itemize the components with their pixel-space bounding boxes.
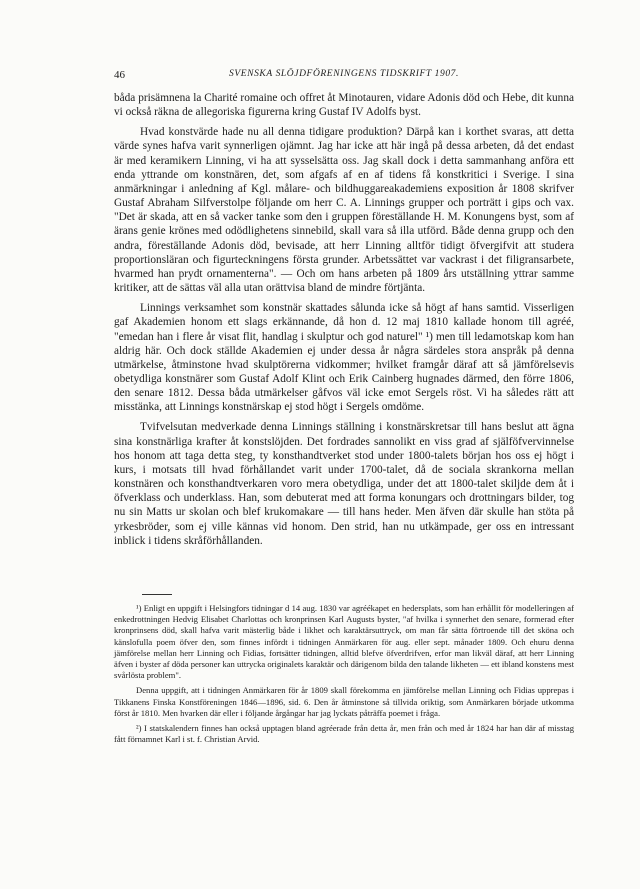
page-number: 46 [114, 69, 125, 81]
page-header [114, 69, 574, 83]
footnote: Denna uppgift, att i tidningen Anmärkaren för år 1809 skall förekomma en jämförelse mellan Linning och Fidias upprepas i Tikkanens Finska Konstföreningen 1846—1896, sid. 6. Den år åtminstone så tillvida oriktig, som Anmärkaren började utkomma först år 1810. Men hvarken där eller i följande årgångar har jag lyckats påträffa poemet i fråga. [114, 685, 574, 718]
footnote: ¹) Enligt en uppgift i Helsingfors tidningar d 14 aug. 1830 var agréékapet en hedersplats, som han erhållit för modelleringen af enkedrottningen Hedvig Elisabet Charlottas och kronprinsen Karl Augusts byster, "af hvilka i synnerhet den senare, formerad efter kronprinsens död, skall hafva varit mästerlig både i likhet och karaktärsuttryck, om man får sätta förtroende till det sköna och känslofulla poem öfver den, som finnes infördt i tidningen Anmärkaren för aug. eller sept. månader 1809. Och ehuru denna jämförelse mellan herr Linning och Fidias, fortsätter tidningen, alltid blefve öfverdrifven, erfor man likväl däraf, att herr Linning äfven i byster af döda personer kan uttrycka originalets karaktär och därigenom bilda den talande likheten — ett ibland konstens mest svårlösta problem". [114, 603, 574, 681]
body-text [114, 91, 574, 554]
footnote-divider [142, 594, 172, 595]
paragraph: Hvad konstvärde hade nu all denna tidigare produktion? Därpå kan i korthet svaras, att detta värde synes hafva varit synnerligen ojämnt. Jag har icke att här ingå på dessa arbeten, då det endast är med keramikern Linning, vi ha att sysselsätta oss. Jag skall dock i detta sammanhang anföra ett enda yttrande om konstnären, det, som afgafs af en af tidens få konstkritici i Sverige. I sina anmärkningar i anledning af Kgl. målare- och bildhuggareakademiens exposition år 1808 skrifver Gustaf Abraham Silfverstolpe följande om herr C. A. Linnings grupper och porträtt i gips och vax. "Det är skada, att en så vacker tanke som den i gruppen föreställande H. M. Konungens byst, som af ärans genie krönes med odödlighetens sinnebild, skall vara så illa utförd. Både denna grupp och den andra, föreställande Adonis död, bevisade, att herr Linning alltför tidigt öfvergifvit att studera proportionsläran och figurteckningens första grunder. Arbetssättet var vackrast i det filigransarbete, hvarmed han prydt ornamenterna". — Och om hans arbeten på 1809 års utställning yttrar samme kritiker, att de sättas väl alla utan orättvisa bland de mindre förtjänta. [114, 126, 574, 295]
paragraph: Linnings verksamhet som konstnär skattades sålunda icke så högt af hans samtid. Visserligen gaf Akademien honom ett slags erkännande, då hon d. 12 maj 1810 kallade honom till agréé, "emedan han i flere år visat flit, handlag i skulptur och god naturel" ¹) men till ledamotskap kom han aldrig här. Och dock ställde Akademien ej under dessa år några särdeles stora anspråk på denna utmärkelse, åtminstone hvad skulptörerna vidkommer; hvilket framgår däraf att så jämförelsevis obetydliga konstnärer som Gustaf Adolf Klint och Erik Cainberg hugnades därmed, den förre 1806, den senare 1812. Dessa båda utmärkelser gåfvos väl icke emot Sergels röst. Vi ha således rätt att misstänka, att Linnings konstnärskap ej stod högt i Sergels omdöme. [114, 302, 574, 414]
footnote: ²) I statskalendern finnes han också upptagen bland agréerade från detta år, men från och med år 1824 har han där af misstag fått förnamnet Karl i st. f. Christian Arvid. [114, 723, 574, 745]
running-title: SVENSKA SLÖJDFÖRENINGENS TIDSKRIFT 1907. [228, 69, 459, 79]
paragraph: Tvifvelsutan medverkade denna Linnings ställning i konstnärskretsar till hans beslut att ägna sina konstnärliga krafter åt konstslöjden. Det fordrades sannolikt en viss grad af själföfvervinnelse hos honom att taga detta steg, ty konsthandtverket stod under 1800-talets början hos oss ej högt i kurs, i motsats till hvad förhållandet varit under 1700-talet, då de sociala skrankorna mellan konstnären och konsthandtverkaren voro mera obetydliga, under det att 1800-talet skiljde dem åt i öfverklass och underklass. Han, som debuterat med att forma konungars och drottningars bilder, tog nu sin Matts ur skolan och blef krukomakare — till hans heder. Men äfven där skulle han stöta på yrkesbröder, som ej ville kännas vid honom. Den strid, han nu utkämpade, ger oss en intressant inblick i tidens skråförhållanden. [114, 421, 574, 547]
footnotes [114, 603, 574, 749]
paragraph: båda prisämnena la Charité romaine och offret åt Minotauren, vidare Adonis död och Hebe, dit kunna vi också räkna de allegoriska figurerna kring Gustaf IV Adolfs byst. [114, 92, 574, 119]
